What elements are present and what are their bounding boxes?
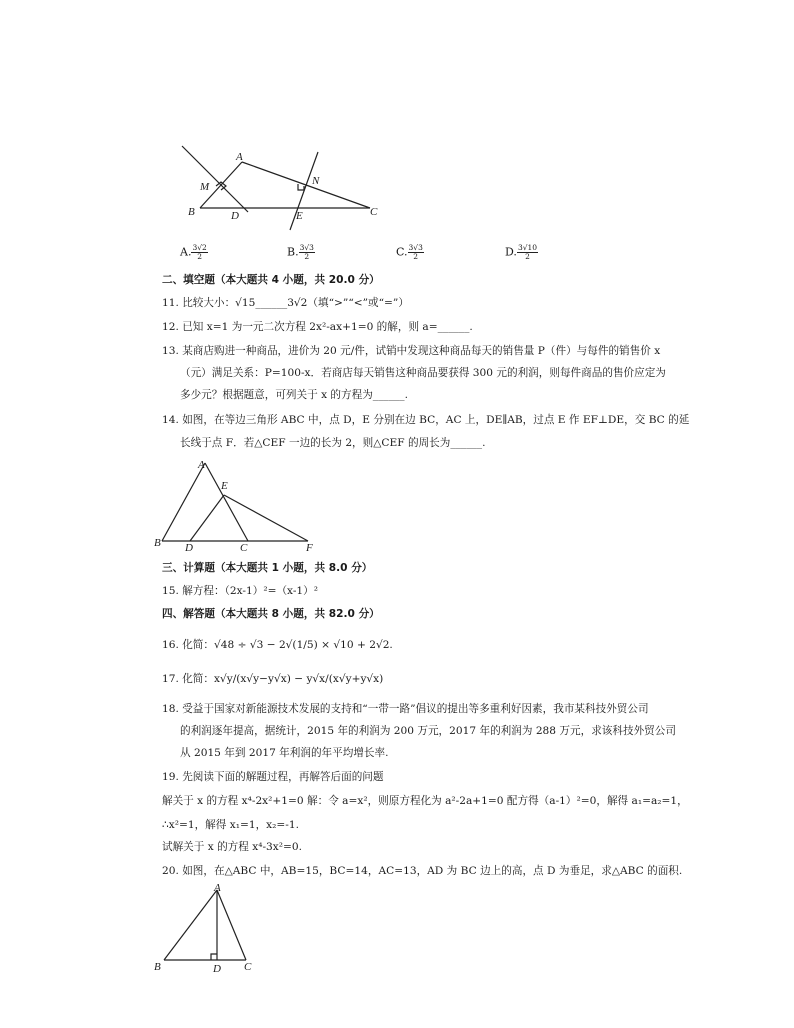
choice-a-den: 2 bbox=[197, 252, 202, 261]
question-11: 11. 比较大小：√15______3√2（填“>”“<”或“=”） bbox=[162, 297, 409, 309]
choice-b bbox=[287, 244, 315, 261]
label-C: C bbox=[240, 542, 248, 554]
label-A: A bbox=[198, 459, 205, 471]
question-13-line-3: 多少元？根据题意，可列关于 x 的方程为______. bbox=[180, 389, 408, 401]
choice-c-letter: C. bbox=[396, 245, 408, 259]
question-19-line-2: 解关于 x 的方程 x⁴-2x²+1=0 解：令 a=x²，则原方程化为 a²-2a+1=0 配方得（a-1）²=0，解得 a₁=a₂=1， bbox=[162, 795, 688, 807]
figure-triangle-mn bbox=[170, 142, 395, 242]
section-fill-in: 二、填空题（本大题共 4 小题，共 20.0 分） bbox=[162, 274, 380, 286]
question-16: 16. 化简：√48 ÷ √3 − 2√(1/5) × √10 + 2√2. bbox=[162, 639, 393, 651]
question-20: 20. 如图，在△ABC 中，AB=15，BC=14，AC=13，AD 为 BC 边上的高，点 D 为垂足，求△ABC 的面积. bbox=[162, 865, 683, 877]
question-18-line-3: 从 2015 年到 2017 年利润的年平均增长率. bbox=[180, 747, 389, 759]
choice-a bbox=[180, 244, 208, 261]
question-13-line-1: 13. 某商店购进一种商品，进价为 20 元/件，试销中发现这种商品每天的销售量 P（件）与每件的销售价 x bbox=[162, 345, 661, 357]
choice-a-letter: A. bbox=[180, 245, 192, 259]
question-12: 12. 已知 x=1 为一元二次方程 2x²-ax+1=0 的解，则 a=______. bbox=[162, 321, 473, 333]
question-15: 15. 解方程：（2x-1）²=（x-1）² bbox=[162, 585, 318, 597]
choice-b-letter: B. bbox=[287, 245, 299, 259]
section-answer: 四、解答题（本大题共 8 小题，共 82.0 分） bbox=[162, 608, 380, 620]
choice-d-den: 2 bbox=[525, 252, 530, 261]
label-D: D bbox=[185, 542, 193, 554]
question-18-line-2: 的利润逐年提高，据统计，2015 年的利润为 200 万元，2017 年的利润为 288 万元，求该科技外贸公司 bbox=[180, 725, 676, 737]
question-14-line-1: 14. 如图，在等边三角形 ABC 中，点 D，E 分别在边 BC，AC 上，DE∥AB，过点 E 作 EF⊥DE，交 BC 的延 bbox=[162, 414, 690, 426]
label-E: E bbox=[221, 480, 228, 492]
label-B: B bbox=[154, 961, 161, 973]
question-19-line-4: 试解关于 x 的方程 x⁴-3x²=0. bbox=[162, 841, 302, 853]
label-E: E bbox=[296, 210, 303, 222]
label-D: D bbox=[231, 210, 239, 222]
figure-equilateral-triangle bbox=[150, 457, 325, 555]
choice-c-fraction bbox=[408, 244, 424, 261]
choice-c-den: 2 bbox=[413, 252, 419, 261]
label-F: F bbox=[306, 542, 313, 554]
question-19-line-1: 19. 先阅读下面的解题过程，再解答后面的问题 bbox=[162, 771, 384, 783]
question-19-line-3: ∴x²=1，解得 x₁=1，x₂=-1. bbox=[162, 819, 299, 831]
choice-d bbox=[505, 244, 538, 261]
label-C: C bbox=[370, 206, 378, 218]
label-M: M bbox=[200, 181, 210, 193]
label-D: D bbox=[213, 963, 221, 975]
choice-d-num: 3√10 bbox=[517, 243, 538, 252]
choice-a-fraction bbox=[191, 244, 207, 261]
question-17: 17. 化简：x√y/(x√y−y√x) − y√x/(x√y+y√x) bbox=[162, 673, 384, 685]
choice-a-num: 3√2 bbox=[192, 243, 207, 252]
label-B: B bbox=[154, 537, 161, 549]
label-B: B bbox=[188, 206, 195, 218]
choice-b-fraction bbox=[299, 244, 315, 261]
section-calculation: 三、计算题（本大题共 1 小题，共 8.0 分） bbox=[162, 562, 373, 574]
question-18-line-1: 18. 受益于国家对新能源技术发展的支持和“一带一路”倡议的提出等多重利好因素，我市某科技外贸公司 bbox=[162, 703, 649, 715]
choice-d-fraction bbox=[517, 244, 538, 261]
label-C: C bbox=[244, 961, 252, 973]
label-A: A bbox=[236, 151, 243, 163]
question-14-line-2: 长线于点 F．若△CEF 一边的长为 2，则△CEF 的周长为______. bbox=[180, 437, 486, 449]
label-A: A bbox=[214, 882, 221, 894]
figure-triangle-altitude bbox=[150, 882, 260, 976]
question-13-line-2: （元）满足关系：P=100-x．若商店每天销售这种商品要获得 300 元的利润，则每件商品的售价应定为 bbox=[180, 367, 666, 379]
label-N: N bbox=[312, 175, 320, 187]
choice-b-den: 2 bbox=[304, 252, 310, 261]
choice-d-letter: D. bbox=[505, 245, 517, 259]
choice-c bbox=[396, 244, 424, 261]
choice-c-num: 3√3 bbox=[408, 243, 423, 252]
choice-b-num: 3√3 bbox=[299, 243, 314, 252]
